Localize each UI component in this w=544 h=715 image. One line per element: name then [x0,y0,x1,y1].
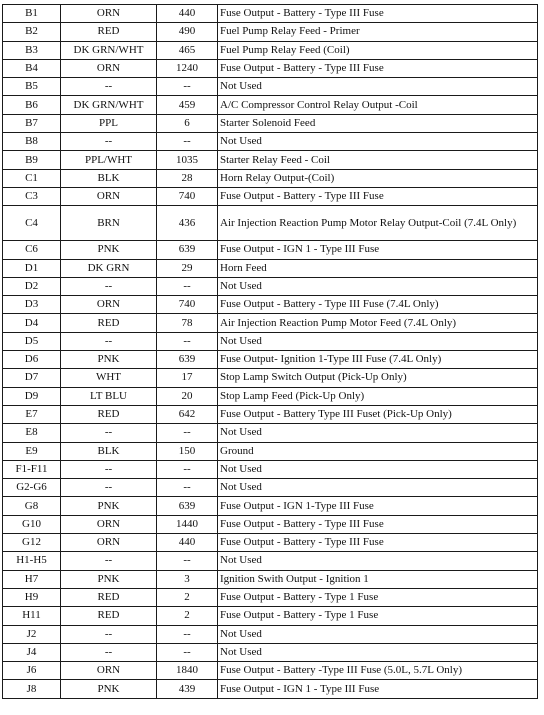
function-cell: Horn Relay Output-(Coil) [218,169,538,187]
function-cell: Fuse Output - Battery - Type 1 Fuse [218,607,538,625]
pin-cell: F1-F11 [3,460,61,478]
wire-color-cell: DK GRN [61,259,157,277]
circuit-number-cell: -- [157,133,218,151]
pin-cell: H11 [3,607,61,625]
function-cell: Fuse Output - Battery - Type III Fuse [218,515,538,533]
table-row [3,607,538,625]
wire-color-cell: WHT [61,369,157,387]
function-cell: Fuse Output - Battery - Type III Fuse (7.4L Only) [218,296,538,314]
table-row [3,277,538,295]
circuit-number-cell: 17 [157,369,218,387]
table-row [3,314,538,332]
circuit-number-cell: 20 [157,387,218,405]
circuit-number-cell: -- [157,643,218,661]
wire-color-cell: -- [61,460,157,478]
table-row [3,460,538,478]
pin-cell: C1 [3,169,61,187]
pin-cell: B6 [3,96,61,114]
function-cell: Not Used [218,332,538,350]
wire-color-cell: PNK [61,241,157,259]
pin-cell: J2 [3,625,61,643]
circuit-number-cell: 639 [157,497,218,515]
table-row [3,41,538,59]
table-row [3,332,538,350]
pin-cell: C4 [3,206,61,241]
pin-cell: B5 [3,78,61,96]
function-cell: Fuel Pump Relay Feed - Primer [218,23,538,41]
circuit-number-cell: 459 [157,96,218,114]
circuit-number-cell: 465 [157,41,218,59]
circuit-number-cell: 78 [157,314,218,332]
function-cell: Fuel Pump Relay Feed (Coil) [218,41,538,59]
function-cell: Fuse Output - Battery - Type III Fuse [218,187,538,205]
circuit-number-cell: 6 [157,114,218,132]
table-row [3,424,538,442]
wire-color-cell: -- [61,332,157,350]
wire-color-cell: RED [61,405,157,423]
wire-color-cell: RED [61,607,157,625]
circuit-number-cell: 639 [157,351,218,369]
circuit-number-cell: -- [157,332,218,350]
function-cell: Not Used [218,277,538,295]
pin-cell: E7 [3,405,61,423]
table-row [3,5,538,23]
table-row [3,151,538,169]
function-cell: Ground [218,442,538,460]
circuit-number-cell: 740 [157,296,218,314]
function-cell: Air Injection Reaction Pump Motor Feed (7.4L Only) [218,314,538,332]
wire-color-cell: ORN [61,515,157,533]
table-row [3,133,538,151]
table-row [3,680,538,698]
circuit-number-cell: 740 [157,187,218,205]
circuit-number-cell: -- [157,625,218,643]
circuit-number-cell: 1840 [157,662,218,680]
wire-color-cell: ORN [61,187,157,205]
function-cell: Fuse Output - Battery - Type III Fuse [218,534,538,552]
table-row [3,206,538,241]
pin-cell: D1 [3,259,61,277]
function-cell: A/C Compressor Control Relay Output -Coil [218,96,538,114]
function-cell: Fuse Output - Battery - Type 1 Fuse [218,588,538,606]
wire-color-cell: -- [61,552,157,570]
table-body [3,5,538,699]
circuit-number-cell: -- [157,78,218,96]
pin-cell: G12 [3,534,61,552]
circuit-number-cell: 439 [157,680,218,698]
pin-cell: E9 [3,442,61,460]
circuit-number-cell: -- [157,424,218,442]
pin-cell: D4 [3,314,61,332]
pin-cell: G2-G6 [3,479,61,497]
wire-color-cell: LT BLU [61,387,157,405]
circuit-number-cell: 436 [157,206,218,241]
pin-cell: D6 [3,351,61,369]
wire-color-cell: -- [61,424,157,442]
function-cell: Fuse Output - IGN 1-Type III Fuse [218,497,538,515]
table-row [3,296,538,314]
table-row [3,570,538,588]
circuit-number-cell: 639 [157,241,218,259]
pin-cell: J4 [3,643,61,661]
table-row [3,351,538,369]
function-cell: Not Used [218,78,538,96]
table-row [3,662,538,680]
function-cell: Fuse Output - Battery -Type III Fuse (5.0L, 5.7L Only) [218,662,538,680]
wire-color-cell: ORN [61,534,157,552]
function-cell: Not Used [218,552,538,570]
wire-color-cell: BLK [61,442,157,460]
function-cell: Not Used [218,133,538,151]
pin-cell: D3 [3,296,61,314]
pin-cell: J8 [3,680,61,698]
wire-color-cell: RED [61,23,157,41]
pin-cell: G8 [3,497,61,515]
pin-cell: B4 [3,59,61,77]
wire-color-cell: PNK [61,497,157,515]
function-cell: Stop Lamp Switch Output (Pick-Up Only) [218,369,538,387]
pin-cell: D9 [3,387,61,405]
table-row [3,387,538,405]
table-row [3,259,538,277]
wire-color-cell: PNK [61,570,157,588]
table-row [3,78,538,96]
pin-cell: D2 [3,277,61,295]
table-row [3,96,538,114]
wire-color-cell: PNK [61,351,157,369]
function-cell: Fuse Output - IGN 1 - Type III Fuse [218,241,538,259]
function-cell: Not Used [218,460,538,478]
table-row [3,643,538,661]
function-cell: Fuse Output - Battery Type III Fuset (Pick-Up Only) [218,405,538,423]
function-cell: Ignition Swith Output - Ignition 1 [218,570,538,588]
circuit-number-cell: 440 [157,534,218,552]
connector-pinout-table [2,4,538,699]
wire-color-cell: ORN [61,662,157,680]
function-cell: Not Used [218,625,538,643]
circuit-number-cell: 642 [157,405,218,423]
function-cell: Horn Feed [218,259,538,277]
wire-color-cell: ORN [61,5,157,23]
wire-color-cell: BRN [61,206,157,241]
table-row [3,625,538,643]
table-row [3,114,538,132]
pin-cell: B3 [3,41,61,59]
wire-color-cell: -- [61,277,157,295]
pin-cell: D5 [3,332,61,350]
wire-color-cell: ORN [61,296,157,314]
table-row [3,442,538,460]
function-cell: Fuse Output - Battery - Type III Fuse [218,5,538,23]
wire-color-cell: -- [61,643,157,661]
table-row [3,59,538,77]
circuit-number-cell: 1240 [157,59,218,77]
wire-color-cell: -- [61,78,157,96]
function-cell: Fuse Output - IGN 1 - Type III Fuse [218,680,538,698]
function-cell: Starter Solenoid Feed [218,114,538,132]
wire-color-cell: PPL/WHT [61,151,157,169]
function-cell: Not Used [218,424,538,442]
table-row [3,23,538,41]
wire-color-cell: PNK [61,680,157,698]
function-cell: Fuse Output - Battery - Type III Fuse [218,59,538,77]
wire-color-cell: RED [61,588,157,606]
circuit-number-cell: 3 [157,570,218,588]
table-row [3,241,538,259]
function-cell: Fuse Output- Ignition 1-Type III Fuse (7.4L Only) [218,351,538,369]
wire-color-cell: RED [61,314,157,332]
wire-color-cell: DK GRN/WHT [61,96,157,114]
circuit-number-cell: 2 [157,607,218,625]
circuit-number-cell: 28 [157,169,218,187]
function-cell: Air Injection Reaction Pump Motor Relay Output-Coil (7.4L Only) [218,206,538,241]
wire-color-cell: DK GRN/WHT [61,41,157,59]
circuit-number-cell: -- [157,277,218,295]
pin-cell: H9 [3,588,61,606]
circuit-number-cell: 1035 [157,151,218,169]
circuit-number-cell: -- [157,479,218,497]
function-cell: Starter Relay Feed - Coil [218,151,538,169]
table-row [3,497,538,515]
pin-cell: B1 [3,5,61,23]
pin-cell: D7 [3,369,61,387]
table-row [3,479,538,497]
circuit-number-cell: 1440 [157,515,218,533]
wire-color-cell: -- [61,625,157,643]
circuit-number-cell: 2 [157,588,218,606]
pin-cell: J6 [3,662,61,680]
table-row [3,588,538,606]
function-cell: Stop Lamp Feed (Pick-Up Only) [218,387,538,405]
pin-cell: H1-H5 [3,552,61,570]
table-row [3,552,538,570]
pin-cell: B7 [3,114,61,132]
pin-cell: G10 [3,515,61,533]
pin-cell: E8 [3,424,61,442]
wire-color-cell: -- [61,479,157,497]
function-cell: Not Used [218,643,538,661]
pin-cell: B8 [3,133,61,151]
circuit-number-cell: -- [157,460,218,478]
pin-cell: B2 [3,23,61,41]
wire-color-cell: ORN [61,59,157,77]
table-row [3,534,538,552]
wire-color-cell: -- [61,133,157,151]
circuit-number-cell: 440 [157,5,218,23]
wire-color-cell: PPL [61,114,157,132]
circuit-number-cell: 29 [157,259,218,277]
table-row [3,405,538,423]
circuit-number-cell: 490 [157,23,218,41]
circuit-number-cell: -- [157,552,218,570]
table-row [3,187,538,205]
pin-cell: C6 [3,241,61,259]
pin-cell: H7 [3,570,61,588]
pin-cell: C3 [3,187,61,205]
table-row [3,515,538,533]
circuit-number-cell: 150 [157,442,218,460]
table-row [3,169,538,187]
table-row [3,369,538,387]
wire-color-cell: BLK [61,169,157,187]
function-cell: Not Used [218,479,538,497]
pin-cell: B9 [3,151,61,169]
